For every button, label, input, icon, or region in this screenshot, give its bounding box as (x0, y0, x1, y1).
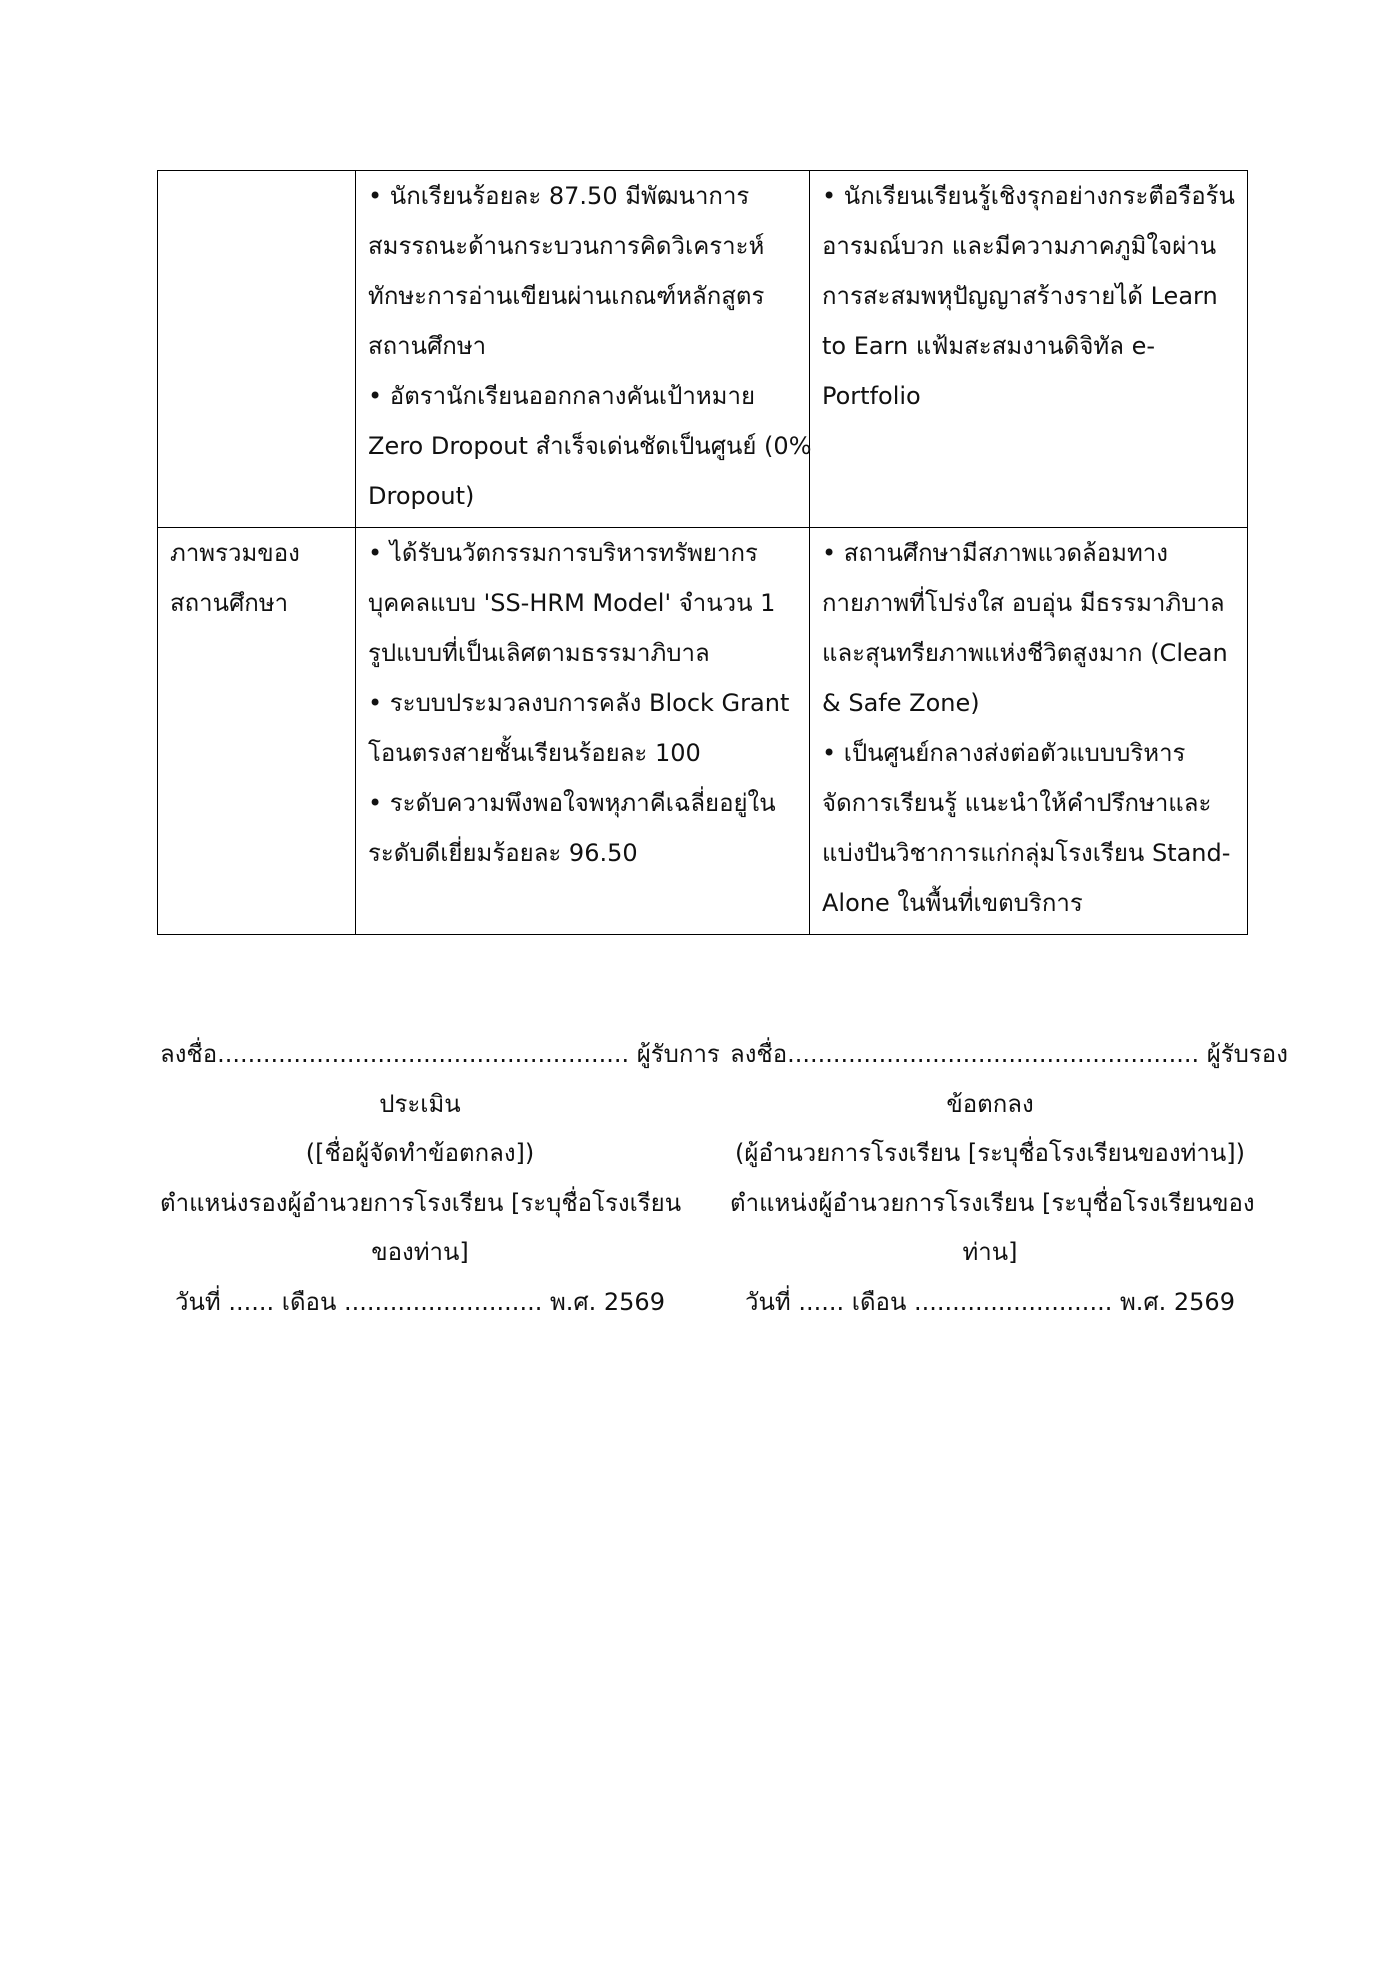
cell-text-line: บุคคลแบบ 'SS-HRM Model' จำนวน 1 (368, 589, 776, 617)
cell-text-line: และสุนทรียภาพแห่งชีวิตสูงมาก (Clean (822, 639, 1228, 667)
cell-text-line: Zero Dropout สำเร็จเด่นชัดเป็นศูนย์ (0% (368, 432, 812, 460)
table-row (158, 528, 1248, 935)
signature-role-continued: ประเมิน (379, 1089, 461, 1118)
signature-section (160, 1030, 1288, 1327)
cell-text-line: จัดการเรียนรู้ แนะนำให้คำปรึกษาและ (822, 789, 1212, 817)
cell-text-line: • สถานศึกษามีสภาพแวดล้อมทาง (822, 539, 1168, 567)
cell-text-line: • นักเรียนเรียนรู้เชิงรุกอย่างกระตือรือร้น (822, 182, 1235, 210)
cell-text-line: ระดับดีเยี่ยมร้อยละ 96.50 (368, 839, 638, 867)
cell-text-line: การสะสมพหุปัญญาสร้างรายได้ Learn (822, 282, 1218, 310)
signature-date: วันที่ ...... เดือน .......................... พ.ศ. 2569 (745, 1287, 1235, 1316)
signature-date: วันที่ ...... เดือน .......................... พ.ศ. 2569 (175, 1287, 665, 1316)
cell-text-line: • ระบบประมวลงบการคลัง Block Grant (368, 689, 790, 717)
cell-text-line: ทักษะการอ่านเขียนผ่านเกณฑ์หลักสูตร (368, 282, 765, 310)
signer-position: ตำแหน่งรองผู้อำนวยการโรงเรียน [ระบุชื่อโรงเรียน (160, 1188, 682, 1217)
row-label-cell (158, 171, 356, 528)
cell-text-line: Portfolio (822, 382, 921, 410)
signature-line: ลงชื่อ...................................................... ผู้รับการ (160, 1040, 720, 1068)
quantitative-cell (356, 528, 810, 935)
signature-role-continued: ข้อตกลง (946, 1089, 1034, 1118)
table-row (158, 171, 1248, 528)
cell-text-line: Dropout) (368, 482, 475, 510)
cell-text-line: สมรรถนะด้านกระบวนการคิดวิเคราะห์ (368, 232, 765, 260)
cell-text-line: สถานศึกษา (368, 332, 487, 360)
evaluatee-signature-block (160, 1030, 720, 1327)
cell-text-line: • ได้รับนวัตกรรมการบริหารทรัพยากร (368, 539, 758, 567)
row-label: ภาพรวมของ สถานศึกษา (170, 539, 300, 617)
cell-text-line: กายภาพที่โปร่งใส อบอุ่น มีธรรมาภิบาล (822, 589, 1225, 617)
cell-text-line: Alone ในพื้นที่เขตบริการ (822, 889, 1083, 917)
qualitative-cell (810, 171, 1248, 528)
results-table (157, 170, 1248, 935)
signer-position-continued: ท่าน] (962, 1238, 1018, 1266)
signer-position-continued: ของท่าน] (371, 1238, 469, 1266)
cell-text-line: to Earn แฟ้มสะสมงานดิจิทัล e- (822, 332, 1155, 360)
cell-text-line: อารมณ์บวก และมีความภาคภูมิใจผ่าน (822, 232, 1217, 260)
row-label-cell (158, 528, 356, 935)
signer-name: ([ชื่อผู้จัดทำข้อตกลง]) (305, 1139, 535, 1167)
cell-text-line: โอนตรงสายชั้นเรียนร้อยละ 100 (368, 739, 701, 767)
signature-line: ลงชื่อ...................................................... ผู้รับรอง (730, 1040, 1288, 1068)
cell-text-line: • อัตรานักเรียนออกกลางคันเป้าหมาย (368, 382, 755, 410)
signer-name: (ผู้อำนวยการโรงเรียน [ระบุชื่อโรงเรียนของท่าน]) (735, 1139, 1245, 1167)
signer-position: ตำแหน่งผู้อำนวยการโรงเรียน [ระบุชื่อโรงเรียนของ (730, 1188, 1255, 1217)
cell-text-line: • นักเรียนร้อยละ 87.50 มีพัฒนาการ (368, 182, 750, 210)
quantitative-cell (356, 171, 810, 528)
qualitative-cell (810, 528, 1248, 935)
cell-text-line: แบ่งปันวิชาการแก่กลุ่มโรงเรียน Stand- (822, 839, 1231, 867)
cell-text-line: & Safe Zone) (822, 689, 980, 717)
cell-text-line: • ระดับความพึงพอใจพหุภาคีเฉลี่ยอยู่ใน (368, 789, 776, 817)
cell-text-line: รูปแบบที่เป็นเลิศตามธรรมาภิบาล (368, 639, 710, 667)
cell-text-line: • เป็นศูนย์กลางส่งต่อตัวแบบบริหาร (822, 739, 1186, 767)
certifier-signature-block (730, 1030, 1288, 1327)
